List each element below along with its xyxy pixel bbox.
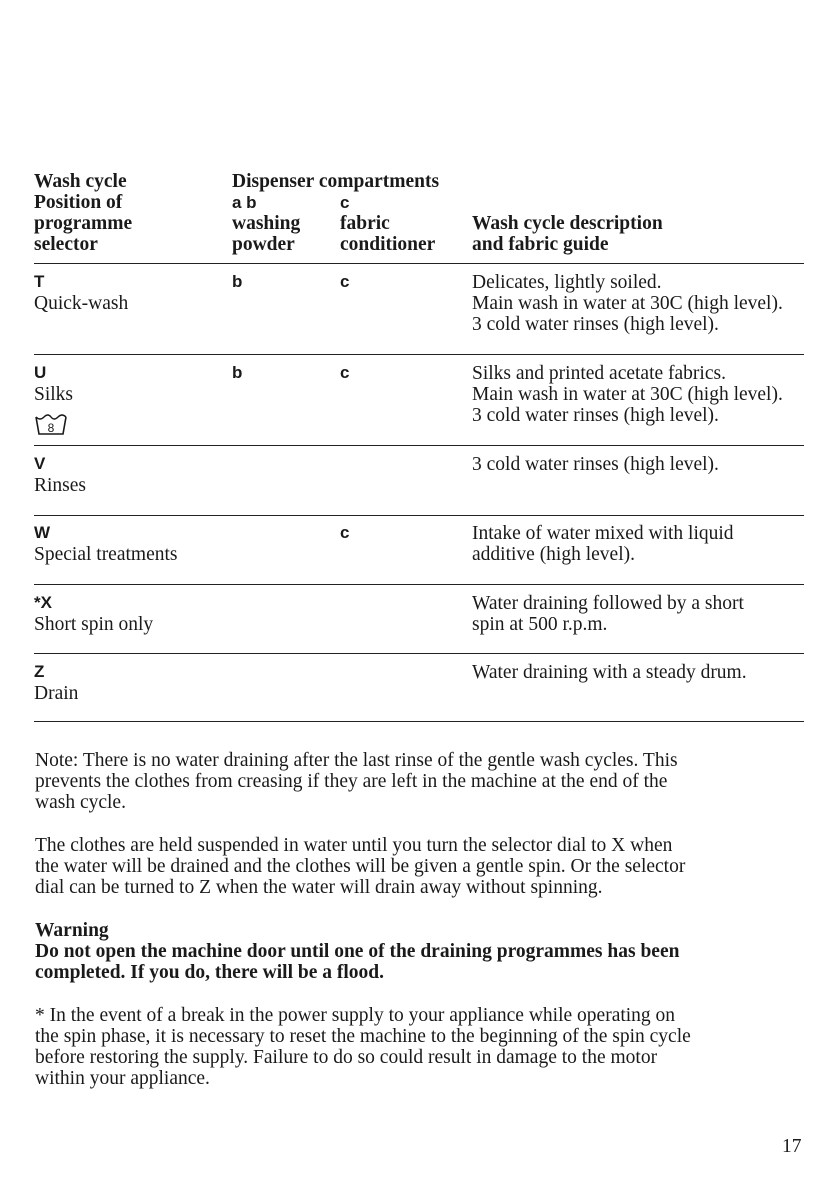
row-code: T xyxy=(34,272,45,291)
desc-line: Intake of water mixed with liquid xyxy=(472,523,734,544)
desc-line: Silks and printed acetate fabrics. xyxy=(472,363,726,384)
warning-block xyxy=(35,920,805,983)
header-description xyxy=(472,213,663,255)
header-c-line: conditioner xyxy=(340,234,436,255)
page-number: 17 xyxy=(782,1136,802,1157)
desc-line: Water draining with a steady drum. xyxy=(472,662,747,683)
header-dispenser-title: Dispenser compartments xyxy=(232,171,440,192)
row-name: Short spin only xyxy=(34,614,154,635)
row-divider xyxy=(34,445,804,446)
table-row xyxy=(34,523,804,573)
row-c: c xyxy=(340,523,350,542)
footnote-line: the spin phase, it is necessary to reset the machine to the beginning of the spin cycle xyxy=(35,1026,691,1047)
row-description xyxy=(472,363,812,426)
row-code: V xyxy=(34,454,46,473)
desc-line: additive (high level). xyxy=(472,544,635,565)
row-divider xyxy=(34,653,804,654)
header-fabric-conditioner xyxy=(340,213,435,255)
note-line: The clothes are held suspended in water until you turn the selector dial to X when xyxy=(35,835,673,856)
row-code: *X xyxy=(34,593,52,612)
selector-paragraph xyxy=(35,835,805,898)
warning-line: completed. If you do, there will be a flood. xyxy=(35,962,385,983)
row-name: Rinses xyxy=(34,475,87,496)
row-name: Special treatments xyxy=(34,544,178,565)
row-divider xyxy=(34,515,804,516)
row-divider xyxy=(34,584,804,585)
desc-line: Water draining followed by a short xyxy=(472,593,744,614)
table-bottom-rule xyxy=(34,721,804,722)
warning-line: Do not open the machine door until one of the draining programmes has been xyxy=(35,941,680,962)
table-row xyxy=(34,272,804,342)
table-row xyxy=(34,593,804,643)
header-wash-cycle xyxy=(34,171,132,255)
header-col1-line: Position of xyxy=(34,192,123,213)
note-line: dial can be turned to Z when the water will drain away without spinning. xyxy=(35,877,603,898)
header-divider xyxy=(34,263,804,264)
desc-line: Main wash in water at 30C (high level). xyxy=(472,384,783,405)
row-code: Z xyxy=(34,662,45,681)
row-description xyxy=(472,593,812,635)
desc-line: 3 cold water rinses (high level). xyxy=(472,454,719,475)
row-description xyxy=(472,523,812,565)
row-c: c xyxy=(340,272,350,291)
row-code: U xyxy=(34,363,47,382)
row-description xyxy=(472,454,812,475)
wash-tub-symbol-icon xyxy=(34,412,68,436)
row-description xyxy=(472,272,812,335)
footnote-line: within your appliance. xyxy=(35,1068,210,1089)
header-ab-label: a b xyxy=(232,193,257,212)
header-c-line: fabric xyxy=(340,213,390,234)
warning-title: Warning xyxy=(35,920,109,941)
footnote-line: * In the event of a break in the power supply to your appliance while operating on xyxy=(35,1005,676,1026)
header-col1-line: programme xyxy=(34,213,133,234)
header-col1-line: selector xyxy=(34,234,98,255)
note-line: Note: There is no water draining after the last rinse of the gentle wash cycles. This xyxy=(35,750,678,771)
header-b-line: powder xyxy=(232,234,295,255)
desc-line: 3 cold water rinses (high level). xyxy=(472,314,719,335)
symbol-temperature: 8 xyxy=(47,421,55,435)
row-divider xyxy=(34,354,804,355)
header-desc-line: and fabric guide xyxy=(472,234,609,255)
row-b: b xyxy=(232,272,243,291)
note-line: prevents the clothes from creasing if they are left in the machine at the end of the xyxy=(35,771,668,792)
desc-line: Main wash in water at 30C (high level). xyxy=(472,293,783,314)
row-c: c xyxy=(340,363,350,382)
row-code: W xyxy=(34,523,51,542)
header-desc-line: Wash cycle description xyxy=(472,213,663,234)
desc-line: 3 cold water rinses (high level). xyxy=(472,405,719,426)
row-description xyxy=(472,662,812,683)
footnote-paragraph xyxy=(35,1005,805,1089)
row-name: Quick-wash xyxy=(34,293,129,314)
footnote-line: before restoring the supply. Failure to do so could result in damage to the motor xyxy=(35,1047,658,1068)
header-col1-line: Wash cycle xyxy=(34,171,127,192)
header-c-label: c xyxy=(340,193,350,212)
desc-line: Delicates, lightly soiled. xyxy=(472,272,662,293)
note-paragraph xyxy=(35,750,805,813)
row-name: Silks xyxy=(34,384,74,405)
desc-line: spin at 500 r.p.m. xyxy=(472,614,608,635)
row-b: b xyxy=(232,363,243,382)
table-row xyxy=(34,454,804,504)
header-washing-powder xyxy=(232,213,300,255)
header-b-line: washing xyxy=(232,213,301,234)
table-row xyxy=(34,363,804,441)
row-name: Drain xyxy=(34,683,79,704)
note-line: wash cycle. xyxy=(35,792,126,813)
note-line: the water will be drained and the clothes will be given a gentle spin. Or the selector xyxy=(35,856,686,877)
table-row xyxy=(34,662,804,712)
